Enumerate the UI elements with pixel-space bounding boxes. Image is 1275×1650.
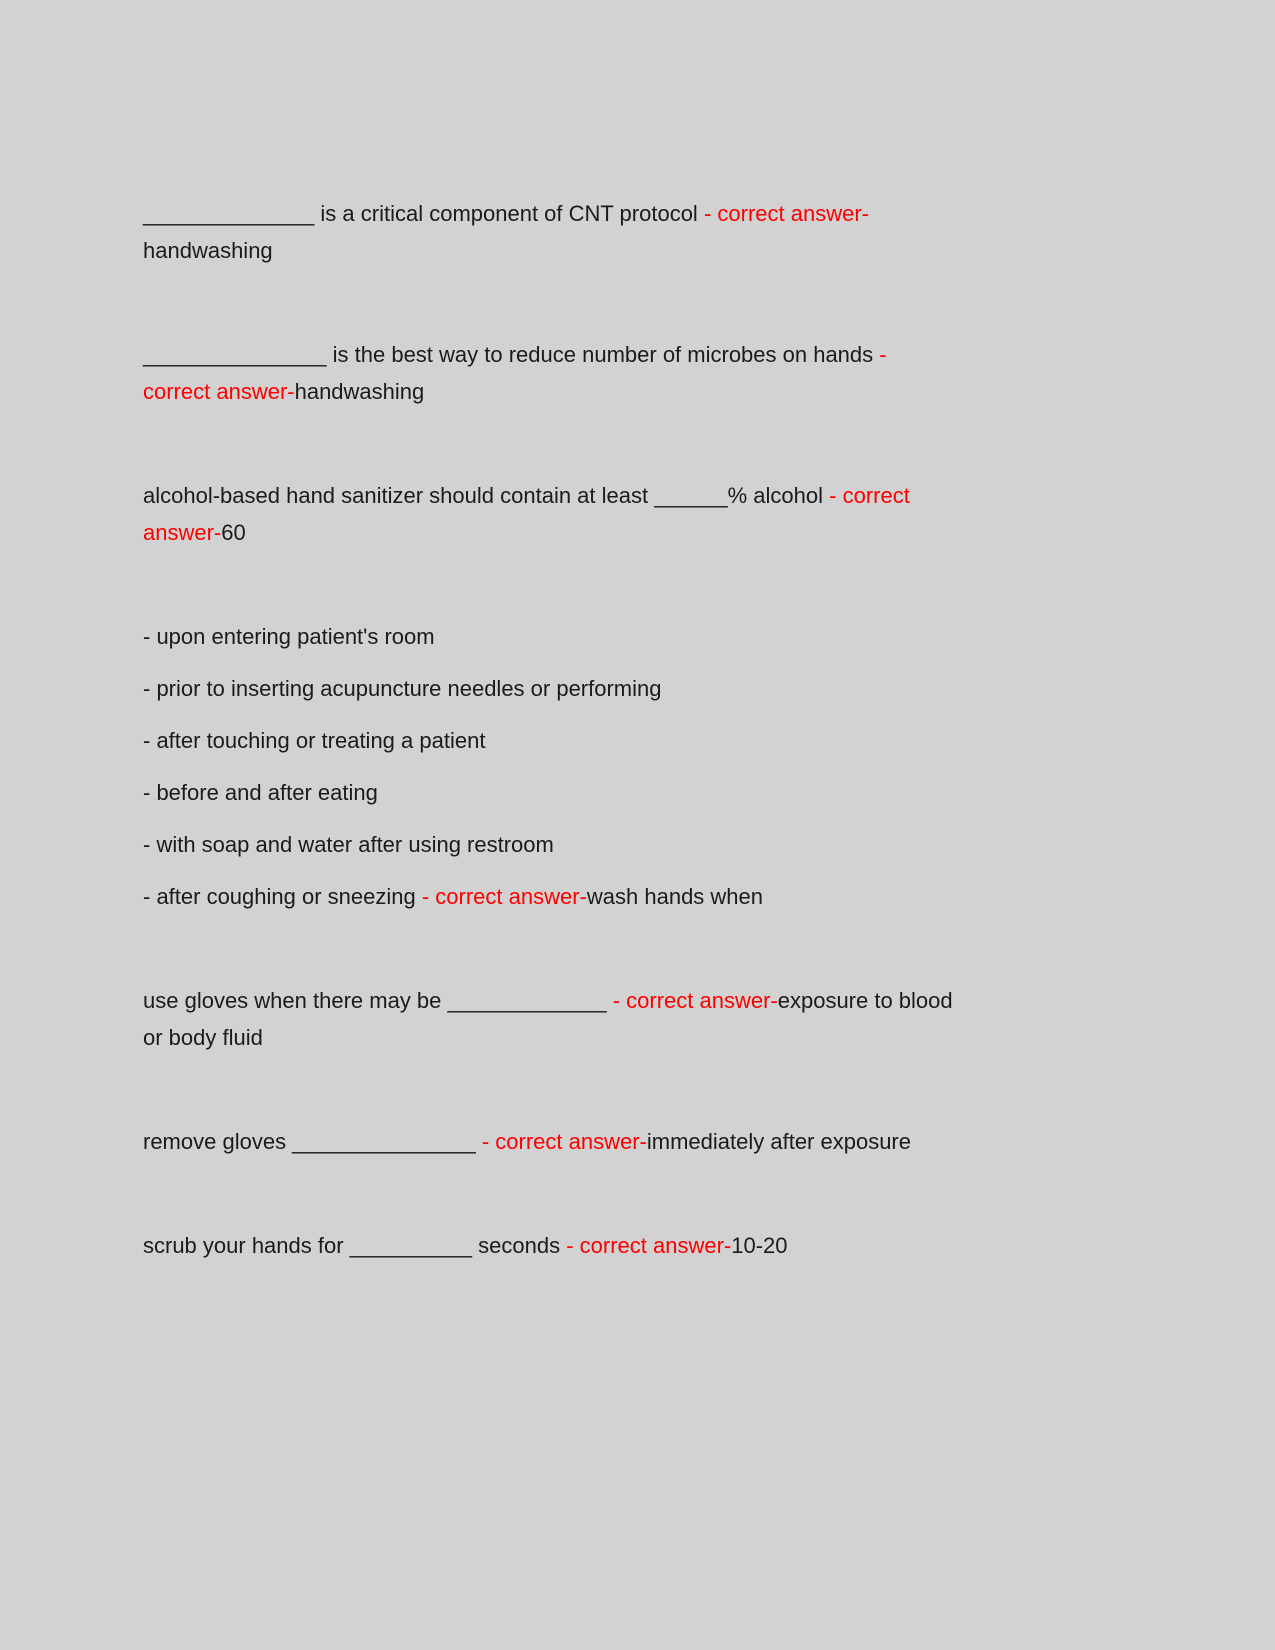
text-line: [143, 670, 1155, 707]
question-paragraph: [143, 195, 1155, 269]
text-line: [143, 618, 1155, 655]
question-text: - after touching or treating a patient: [143, 728, 486, 753]
question-paragraph: [143, 722, 1155, 759]
question-text: - after coughing or sneezing: [143, 884, 422, 909]
question-text: 60: [221, 520, 246, 545]
question-paragraph: [143, 1227, 1155, 1264]
correct-answer-text: correct answer-: [143, 379, 295, 404]
text-line: [143, 1123, 1155, 1160]
text-line: [143, 826, 1155, 863]
correct-answer-text: - correct: [829, 483, 910, 508]
correct-answer-text: - correct answer-: [481, 1129, 647, 1154]
question-text: 10-20: [731, 1233, 788, 1258]
question-text: - upon entering patient's room: [143, 624, 435, 649]
question-text: scrub your hands for __________ seconds: [143, 1233, 567, 1258]
document-content: [143, 195, 1155, 1264]
question-paragraph: [143, 618, 1155, 655]
text-line: [143, 722, 1155, 759]
question-paragraph: [143, 878, 1155, 915]
question-text: - before and after eating: [143, 780, 378, 805]
question-paragraph: [143, 982, 1155, 1056]
text-line: [143, 373, 1155, 410]
question-text: exposure to blood: [777, 988, 953, 1013]
text-line: [143, 477, 1155, 514]
question-text: - with soap and water after using restroom: [143, 832, 554, 857]
question-text: remove gloves _______________: [143, 1129, 482, 1154]
correct-answer-text: answer-: [143, 520, 222, 545]
text-line: [143, 195, 1155, 232]
text-line: [143, 982, 1155, 1019]
text-line: [143, 514, 1155, 551]
question-text: - prior to inserting acupuncture needles or performing: [143, 676, 662, 701]
question-text: or body fluid: [143, 1025, 263, 1050]
question-text: alcohol-based hand sanitizer should contain at least ______% alcohol: [143, 483, 830, 508]
question-text: handwashing: [294, 379, 425, 404]
question-paragraph: [143, 670, 1155, 707]
text-line: [143, 1227, 1155, 1264]
question-text: wash hands when: [586, 884, 764, 909]
question-paragraph: [143, 1123, 1155, 1160]
correct-answer-text: - correct answer-: [703, 201, 869, 226]
correct-answer-text: - correct answer-: [612, 988, 778, 1013]
question-text: ______________ is a critical component of CNT protocol: [143, 201, 704, 226]
correct-answer-text: -: [879, 342, 887, 367]
question-paragraph: [143, 826, 1155, 863]
correct-answer-text: - correct answer-: [421, 884, 587, 909]
question-paragraph: [143, 774, 1155, 811]
correct-answer-text: - correct answer-: [566, 1233, 732, 1258]
text-line: [143, 336, 1155, 373]
text-line: [143, 232, 1155, 269]
question-paragraph: [143, 477, 1155, 551]
question-paragraph: [143, 336, 1155, 410]
text-line: [143, 774, 1155, 811]
question-text: immediately after exposure: [646, 1129, 911, 1154]
text-line: [143, 878, 1155, 915]
question-text: _______________ is the best way to reduce number of microbes on hands: [143, 342, 880, 367]
question-text: handwashing: [143, 238, 273, 263]
text-line: [143, 1019, 1155, 1056]
question-text: use gloves when there may be _____________: [143, 988, 613, 1013]
